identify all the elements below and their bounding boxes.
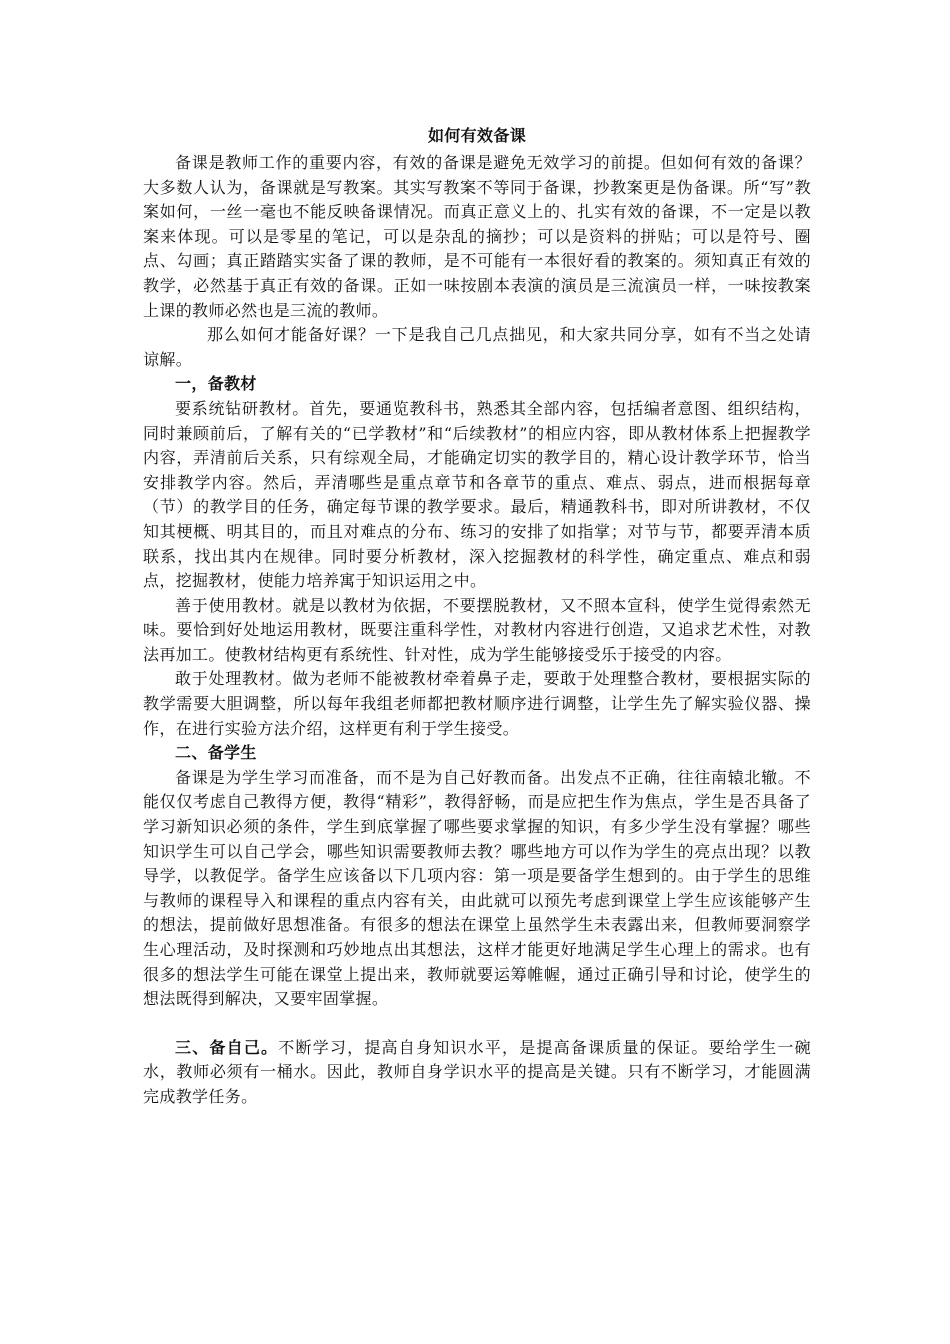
section-heading-students: 二、备学生 <box>175 743 257 763</box>
blank-line <box>143 1012 811 1036</box>
section-heading-textbook: 一，备教材 <box>175 374 257 394</box>
section-heading-self: 三、备自己。 <box>175 1037 279 1057</box>
paragraph-prepare-students: 备课是为学生学习而准备，而不是为自己好教而备。出发点不正确，往往南辕北辙。不能仅仅考虑自己教得方便，教得“精彩”，教得舒畅，而是应把生作为焦点，学生是否具备了学习新知识必须的条件，学生到底掌握了哪些要求掌握的知识，有多少学生没有掌握？哪些知识学生可以自己学会，哪些知识需要教师去教？哪些地方可以作为学生的亮点出现？以教导学，以教促学。备学生应该备以下几项内容：第一项是要备学生想到的。由于学生的思维与教师的课程导入和课程的重点内容有关，由此就可以预先考虑到课堂上学生应该能够产生的想法，提前做好思想准备。有很多的想法在课堂上虽然学生未表露出来，但教师要洞察学生心理活动，及时探测和巧妙地点出其想法，这样才能更好地满足学生心理上的需求。也有很多的想法学生可能在课堂上提出来，教师就要运筹帷幄，通过正确引导和讨论，使学生的想法既得到解决，又要牢固掌握。 <box>143 767 811 1009</box>
document-title: 如何有效备课 <box>427 126 527 145</box>
paragraph-use-textbook: 善于使用教材。就是以教材为依据，不要摆脱教材，又不照本宣科，使学生觉得索然无味。要恰到好处地运用教材，既要注重科学性，对教材内容进行创造，又追求艺术性，对教法再加工。使教材结构更有系统性、针对性，成为学生能够接受乐于接受的内容。 <box>143 595 811 664</box>
paragraph-study-textbook: 要系统钻研教材。首先，要通览教科书，熟悉其全部内容，包括编者意图、组织结构，同时兼顾前后，了解有关的“已学教材”和“后续教材”的相应内容，即从教材体系上把握教学内容，弄清前后关系，只有综观全局，才能确定切实的教学目的，精心设计教学环节，恰当安排教学内容。然后，弄清哪些是重点章节和各章节的重点、难点、弱点，进而根据每章（节）的教学目的任务，确定每节课的教学要求。最后，精通教科书，即对所讲教材，不仅知其梗概、明其目的，而且对难点的分布、练习的安排了如指掌；对节与节，都要弄清本质联系，找出其内在规律。同时要分析教材，深入挖掘教材的科学性，确定重点、难点和弱点，挖掘教材，使能力培养寓于知识运用之中。 <box>143 398 811 591</box>
paragraph-prepare-self <box>143 1036 811 1110</box>
section-self-body: 不断学习，提高自身知识水平，是提高备课质量的保证。要给学生一碗水，教师必须有一桶水。因此，教师自身学识水平的提高是关键。只有不断学习，才能圆满完成教学任务。 <box>143 1037 811 1106</box>
paragraph-handle-textbook: 敢于处理教材。做为老师不能被教材牵着鼻子走，要敢于处理整合教材，要根据实际的教学需要大胆调整，所以每年我组老师都把教材顺序进行调整，让学生先了解实验仪器、操作，在进行实验方法介绍，这样更有利于学生接受。 <box>143 669 811 738</box>
intro-paragraph: 备课是教师工作的重要内容，有效的备课是避免无效学习的前提。但如何有效的备课？大多数人认为，备课就是写教案。其实写教案不等同于备课，抄教案更是伪备课。所“写”教案如何，一丝一毫也不能反映备课情况。而真正意义上的、扎实有效的备课，不一定是以教案来体现。可以是零星的笔记，可以是杂乱的摘抄；可以是资料的拼贴；可以是符号、圈点、勾画；真正踏踏实实备了课的教师，是不可能有一本很好看的教案的。须知真正有效的教学，必然基于真正有效的备课。正如一味按剧本表演的演员是三流演员一样，一味按教案上课的教师必然也是三流的教师。 <box>143 153 811 320</box>
lead-in-paragraph: 那么如何才能备好课？一下是我自己几点拙见，和大家共同分享，如有不当之处请谅解。 <box>143 325 811 369</box>
document-body <box>143 124 811 1110</box>
